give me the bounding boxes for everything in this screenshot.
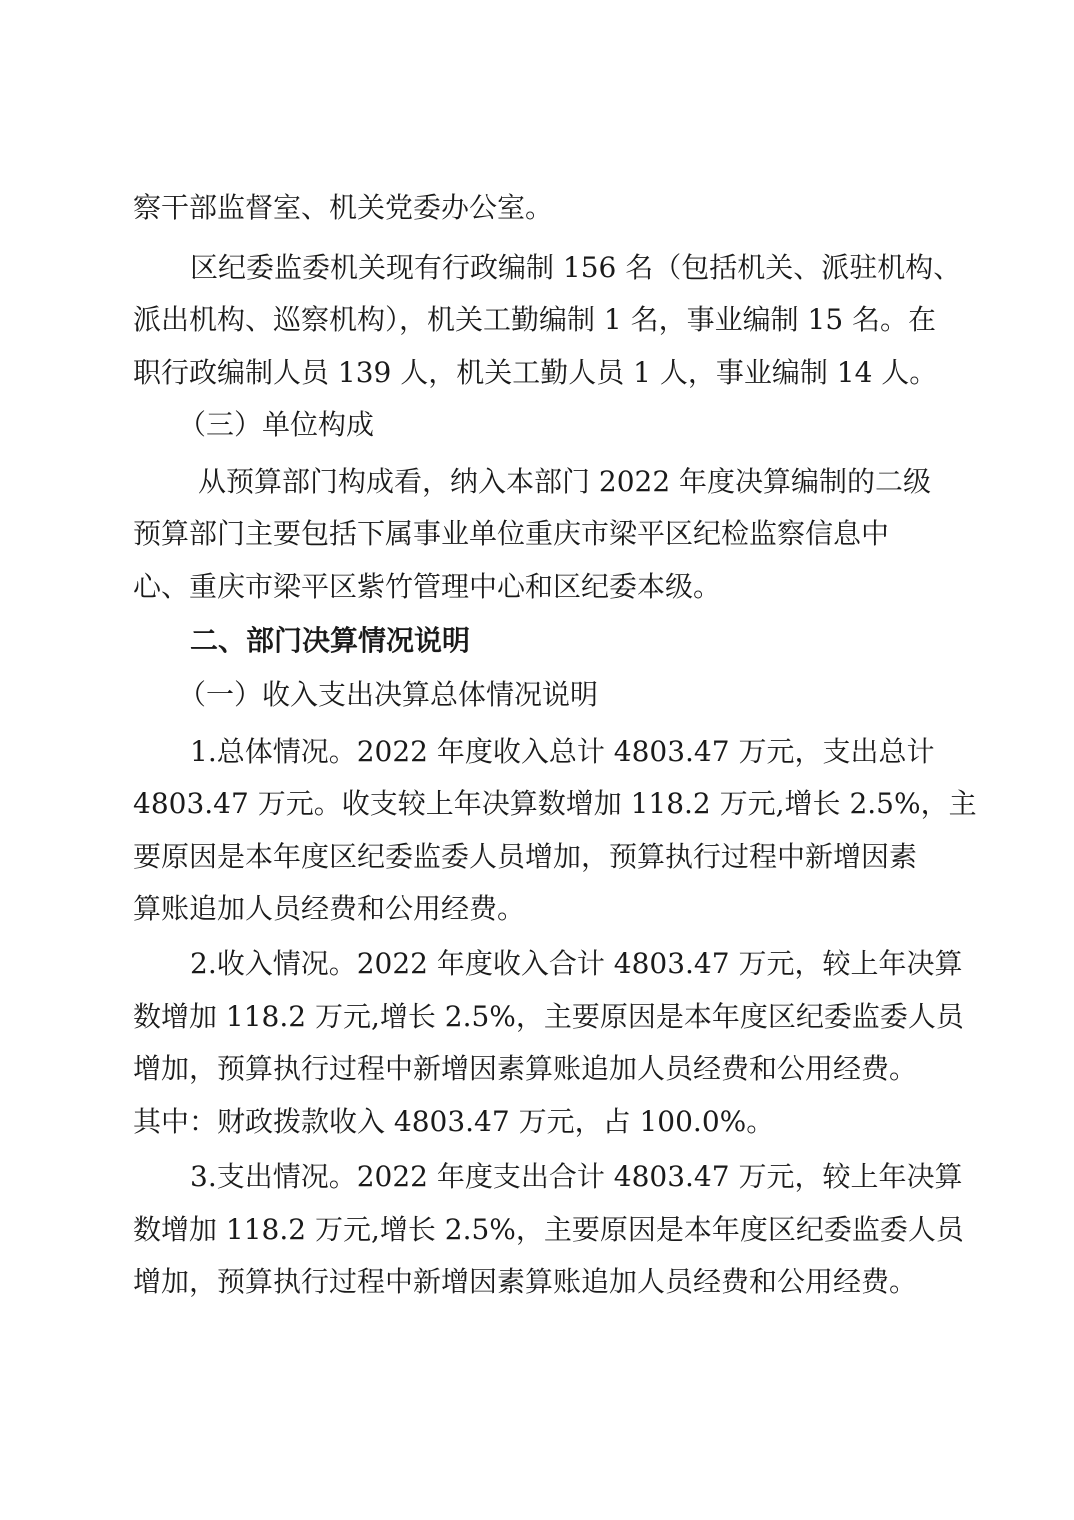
section-heading-unit-composition: （三）单位构成 bbox=[178, 408, 375, 441]
text-line-20: 数增加 118.2 万元,增长 2.5%，主要原因是本年度区纪委监委人员 bbox=[133, 1213, 964, 1246]
text-line-18: 其中：财政拨款收入 4803.47 万元，占 100.0%。 bbox=[133, 1105, 775, 1138]
text-line-3: 派出机构、巡察机构），机关工勤编制 1 名，事业编制 15 名。在 bbox=[133, 303, 937, 336]
text-line-13: 要原因是本年度区纪委监委人员增加，预算执行过程中新增因素 bbox=[133, 840, 918, 873]
text-line-12: 4803.47 万元。收支较上年决算数增加 118.2 万元,增长 2.5%，主 bbox=[133, 787, 977, 820]
text-line-1: 察干部监督室、机关党委办公室。 bbox=[133, 191, 554, 224]
section-heading-final-accounts: 二、部门决算情况说明 bbox=[190, 624, 471, 657]
text-line-7: 预算部门主要包括下属事业单位重庆市梁平区纪检监察信息中 bbox=[133, 517, 890, 550]
text-line-6: 从预算部门构成看，纳入本部门 2022 年度决算编制的二级 bbox=[198, 465, 932, 498]
text-line-4: 职行政编制人员 139 人，机关工勤人员 1 人，事业编制 14 人。 bbox=[133, 356, 938, 389]
text-line-8: 心、重庆市梁平区紫竹管理中心和区纪委本级。 bbox=[133, 570, 722, 603]
text-line-21: 增加，预算执行过程中新增因素算账追加人员经费和公用经费。 bbox=[133, 1265, 918, 1298]
text-line-19: 3.支出情况。2022 年度支出合计 4803.47 万元，较上年决算 bbox=[190, 1160, 963, 1193]
text-line-17: 增加，预算执行过程中新增因素算账追加人员经费和公用经费。 bbox=[133, 1052, 918, 1085]
text-line-15: 2.收入情况。2022 年度收入合计 4803.47 万元，较上年决算 bbox=[190, 947, 963, 980]
subsection-heading-overall: （一）收入支出决算总体情况说明 bbox=[178, 678, 599, 711]
text-line-2: 区纪委监委机关现有行政编制 156 名（包括机关、派驻机构、 bbox=[190, 251, 962, 284]
text-line-14: 算账追加人员经费和公用经费。 bbox=[133, 892, 526, 925]
text-line-11: 1.总体情况。2022 年度收入总计 4803.47 万元，支出总计 bbox=[190, 735, 935, 768]
text-line-16: 数增加 118.2 万元,增长 2.5%，主要原因是本年度区纪委监委人员 bbox=[133, 1000, 964, 1033]
